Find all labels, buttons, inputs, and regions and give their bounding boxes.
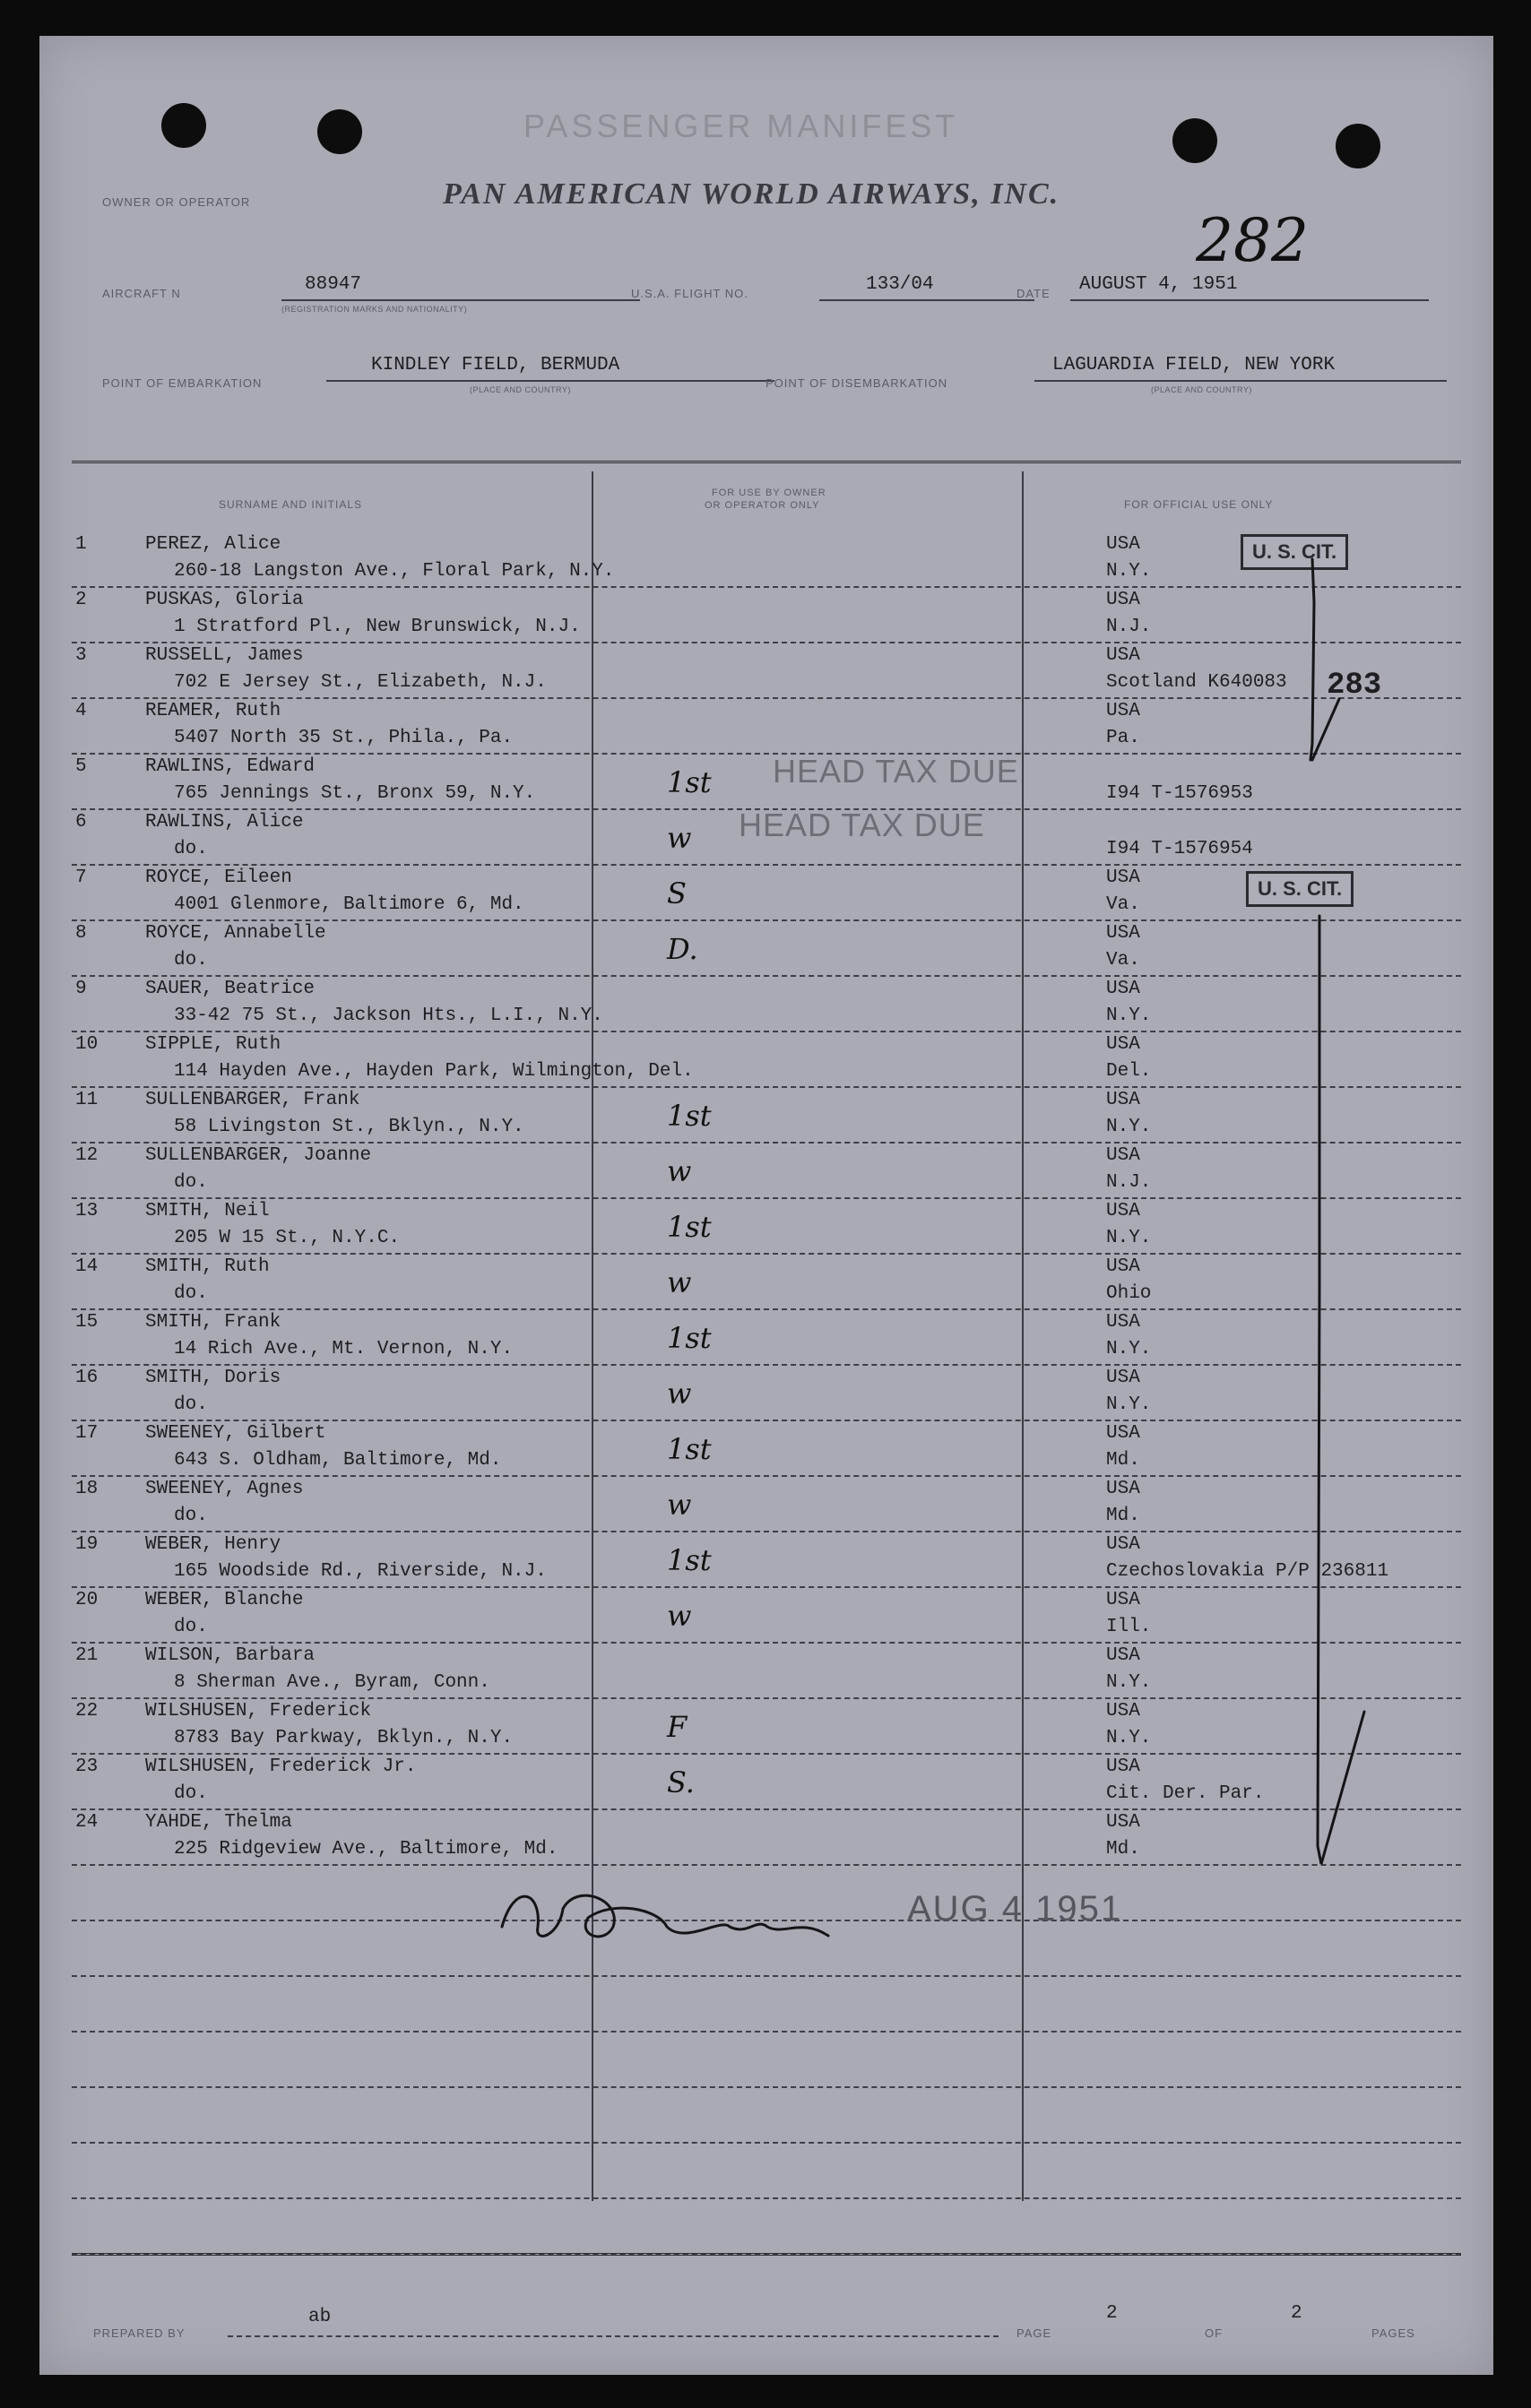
passenger-name: ROYCE, Annabelle	[145, 923, 326, 944]
official-residence: N.Y.	[1106, 1005, 1152, 1026]
us-citizen-stamp: U. S. CIT.	[1246, 871, 1354, 907]
scotland-overwrite: 283	[1327, 669, 1382, 703]
official-residence: N.Y.	[1106, 1672, 1152, 1693]
official-residence: Md.	[1106, 1506, 1140, 1526]
page-label: PAGE	[1016, 2326, 1052, 2340]
passenger-address: 8783 Bay Parkway, Bklyn., N.Y.	[174, 1728, 514, 1748]
signature-icon	[502, 1895, 828, 1937]
owner-class-mark: D.	[667, 932, 698, 966]
manifest-page	[39, 36, 1493, 2375]
passenger-address: do.	[174, 1394, 208, 1415]
passenger-address: 33-42 75 St., Jackson Hts., L.I., N.Y.	[174, 1005, 603, 1026]
check-line-icon	[1310, 559, 1314, 760]
passenger-name: SWEENEY, Gilbert	[145, 1423, 326, 1444]
owner-class-mark: 1st	[667, 1099, 712, 1133]
official-residence: Czechoslovakia P/P 236811	[1106, 1561, 1389, 1582]
official-citizenship: USA	[1106, 1145, 1140, 1166]
page-value: 2	[1106, 2303, 1118, 2324]
row-number: 20	[75, 1590, 99, 1610]
sheet-mark: 282	[1196, 206, 1309, 275]
official-residence: N.Y.	[1106, 1728, 1152, 1748]
disembark-sublabel: (PLACE AND COUNTRY)	[1151, 385, 1252, 394]
passenger-name: SIPPLE, Ruth	[145, 1034, 281, 1055]
row-number: 5	[75, 756, 87, 777]
passenger-address: 165 Woodside Rd., Riverside, N.J.	[174, 1561, 547, 1582]
column-header-owner-2: OR OPERATOR ONLY	[705, 500, 820, 511]
passenger-address: 765 Jennings St., Bronx 59, N.Y.	[174, 783, 536, 804]
owner-class-mark: 1st	[667, 1543, 712, 1577]
disembark-value: LAGUARDIA FIELD, NEW YORK	[1052, 355, 1336, 375]
passenger-address: 58 Livingston St., Bklyn., N.Y.	[174, 1117, 524, 1137]
date-value: AUGUST 4, 1951	[1079, 274, 1238, 295]
official-residence: Cit. Der. Par.	[1106, 1783, 1265, 1804]
official-residence: N.Y.	[1106, 1394, 1152, 1415]
us-citizen-stamp: U. S. CIT.	[1241, 534, 1348, 570]
official-citizenship: USA	[1106, 534, 1140, 555]
row-number: 19	[75, 1534, 99, 1555]
prepared-label: PREPARED BY	[93, 2326, 186, 2340]
passenger-address: do.	[174, 1506, 208, 1526]
check-line-icon	[1318, 916, 1364, 1864]
passenger-name: WILSHUSEN, Frederick Jr.	[145, 1756, 417, 1777]
official-citizenship: USA	[1106, 923, 1140, 944]
passenger-name: SMITH, Doris	[145, 1368, 281, 1388]
pages-label: PAGES	[1371, 2326, 1415, 2340]
row-number: 7	[75, 867, 87, 888]
passenger-address: 5407 North 35 St., Phila., Pa.	[174, 728, 514, 748]
passenger-address: 8 Sherman Ave., Byram, Conn.	[174, 1672, 490, 1693]
official-residence: Md.	[1106, 1839, 1140, 1860]
owner-class-mark: 1st	[667, 765, 712, 799]
row-number: 11	[75, 1090, 99, 1110]
received-date-stamp: AUG 4 1951	[907, 1889, 1123, 1929]
aircraft-value: 88947	[305, 274, 362, 295]
flight-value: 133/04	[866, 274, 934, 295]
owner-class-mark: 1st	[667, 1432, 712, 1466]
passenger-address: do.	[174, 1283, 208, 1304]
row-number: 1	[75, 534, 87, 555]
row-number: 22	[75, 1701, 99, 1722]
date-label: DATE	[1016, 287, 1051, 300]
passenger-name: SAUER, Beatrice	[145, 979, 316, 999]
row-number: 9	[75, 979, 87, 999]
of-label: OF	[1205, 2326, 1224, 2340]
passenger-address: do.	[174, 839, 208, 859]
official-residence: Md.	[1106, 1450, 1140, 1471]
official-residence: Pa.	[1106, 728, 1140, 748]
passenger-name: SMITH, Neil	[145, 1201, 270, 1221]
row-number: 4	[75, 701, 87, 721]
passenger-name: YAHDE, Thelma	[145, 1812, 292, 1833]
official-citizenship: USA	[1106, 701, 1140, 721]
passenger-address: 643 S. Oldham, Baltimore, Md.	[174, 1450, 502, 1471]
official-citizenship: USA	[1106, 1701, 1140, 1722]
passenger-name: SULLENBARGER, Frank	[145, 1090, 360, 1110]
official-citizenship: USA	[1106, 1201, 1140, 1221]
passenger-address: 14 Rich Ave., Mt. Vernon, N.Y.	[174, 1339, 514, 1359]
owner-class-mark: S.	[667, 1765, 695, 1800]
passenger-address: 260-18 Langston Ave., Floral Park, N.Y.	[174, 561, 615, 582]
official-citizenship: USA	[1106, 1756, 1140, 1777]
owner-label: OWNER OR OPERATOR	[102, 195, 251, 209]
row-number: 10	[75, 1034, 99, 1055]
handwriting-layer	[39, 36, 1493, 2375]
official-residence: Va.	[1106, 894, 1140, 915]
row-number: 17	[75, 1423, 99, 1444]
row-number: 21	[75, 1645, 99, 1666]
official-citizenship: USA	[1106, 1312, 1140, 1333]
of-value: 2	[1291, 2303, 1302, 2324]
embark-label: POINT OF EMBARKATION	[102, 376, 263, 390]
owner-class-mark: w	[667, 1488, 692, 1522]
owner-class-mark: 1st	[667, 1210, 712, 1244]
owner-class-mark: w	[667, 821, 692, 855]
embark-value: KINDLEY FIELD, BERMUDA	[371, 355, 620, 375]
row-number: 18	[75, 1479, 99, 1499]
passenger-name: RAWLINS, Alice	[145, 812, 304, 833]
official-residence: Scotland K640083	[1106, 672, 1287, 693]
official-citizenship: USA	[1106, 1534, 1140, 1555]
passenger-name: WEBER, Blanche	[145, 1590, 304, 1610]
passenger-address: do.	[174, 1783, 208, 1804]
row-number: 12	[75, 1145, 99, 1166]
official-citizenship: USA	[1106, 979, 1140, 999]
official-citizenship: USA	[1106, 1368, 1140, 1388]
column-header-owner-1: FOR USE BY OWNER	[712, 488, 826, 498]
passenger-name: WEBER, Henry	[145, 1534, 281, 1555]
official-residence: N.Y.	[1106, 1117, 1152, 1137]
column-header-surname: SURNAME AND INITIALS	[219, 498, 363, 511]
passenger-address: 225 Ridgeview Ave., Baltimore, Md.	[174, 1839, 558, 1860]
row-number: 6	[75, 812, 87, 833]
official-citizenship: USA	[1106, 1645, 1140, 1666]
owner-class-mark: F	[667, 1710, 688, 1744]
passenger-name: REAMER, Ruth	[145, 701, 281, 721]
passenger-name: SWEENEY, Agnes	[145, 1479, 304, 1499]
official-citizenship: USA	[1106, 1256, 1140, 1277]
owner-class-mark: w	[667, 1265, 692, 1299]
disembark-label: POINT OF DISEMBARKATION	[766, 376, 948, 390]
owner-class-mark: w	[667, 1377, 692, 1411]
passenger-name: ROYCE, Eileen	[145, 867, 292, 888]
official-residence: Ill.	[1106, 1617, 1152, 1637]
row-number: 14	[75, 1256, 99, 1277]
official-citizenship: USA	[1106, 1812, 1140, 1833]
passenger-name: SMITH, Ruth	[145, 1256, 270, 1277]
official-citizenship: USA	[1106, 1423, 1140, 1444]
official-residence: N.J.	[1106, 1172, 1152, 1193]
passenger-address: 114 Hayden Ave., Hayden Park, Wilmington, Del.	[174, 1061, 694, 1082]
official-residence: I94 T-1576954	[1106, 839, 1253, 859]
row-number: 23	[75, 1756, 99, 1777]
passenger-address: 1 Stratford Pl., New Brunswick, N.J.	[174, 617, 581, 637]
owner-class-mark: S	[667, 876, 687, 911]
row-number: 16	[75, 1368, 99, 1388]
official-residence: N.Y.	[1106, 1228, 1152, 1248]
official-residence: N.Y.	[1106, 1339, 1152, 1359]
passenger-name: PEREZ, Alice	[145, 534, 281, 555]
row-number: 8	[75, 923, 87, 944]
column-header-official: FOR OFFICIAL USE ONLY	[1124, 498, 1274, 511]
aircraft-label: AIRCRAFT N	[102, 287, 181, 300]
row-number: 15	[75, 1312, 99, 1333]
passenger-address: do.	[174, 950, 208, 971]
head-tax-stamp: HEAD TAX DUE	[739, 807, 985, 843]
flight-label: U.S.A. FLIGHT NO.	[631, 287, 748, 300]
passenger-name: SMITH, Frank	[145, 1312, 281, 1333]
embark-sublabel: (PLACE AND COUNTRY)	[470, 385, 571, 394]
row-number: 2	[75, 590, 87, 610]
passenger-name: SULLENBARGER, Joanne	[145, 1145, 372, 1166]
official-residence: Del.	[1106, 1061, 1152, 1082]
official-residence: Ohio	[1106, 1283, 1152, 1304]
official-citizenship: USA	[1106, 1590, 1140, 1610]
official-residence: N.Y.	[1106, 561, 1152, 582]
official-citizenship: USA	[1106, 1090, 1140, 1110]
passenger-name: WILSON, Barbara	[145, 1645, 316, 1666]
official-residence: I94 T-1576953	[1106, 783, 1253, 804]
row-number: 24	[75, 1812, 99, 1833]
passenger-address: do.	[174, 1617, 208, 1637]
official-citizenship: USA	[1106, 1034, 1140, 1055]
row-number: 13	[75, 1201, 99, 1221]
passenger-address: 4001 Glenmore, Baltimore 6, Md.	[174, 894, 524, 915]
aircraft-sublabel: (REGISTRATION MARKS AND NATIONALITY)	[281, 305, 468, 314]
official-residence: Va.	[1106, 950, 1140, 971]
passenger-address: 702 E Jersey St., Elizabeth, N.J.	[174, 672, 547, 693]
head-tax-stamp: HEAD TAX DUE	[773, 753, 1019, 790]
airline-name: PAN AMERICAN WORLD AIRWAYS, INC.	[443, 177, 1060, 211]
official-citizenship: USA	[1106, 1479, 1140, 1499]
official-citizenship: USA	[1106, 645, 1140, 666]
row-number: 3	[75, 645, 87, 666]
passenger-address: 205 W 15 St., N.Y.C.	[174, 1228, 401, 1248]
official-citizenship: USA	[1106, 590, 1140, 610]
owner-class-mark: 1st	[667, 1321, 712, 1355]
official-residence: N.J.	[1106, 617, 1152, 637]
passenger-name: RAWLINS, Edward	[145, 756, 316, 777]
owner-class-mark: w	[667, 1154, 692, 1188]
passenger-name: RUSSELL, James	[145, 645, 304, 666]
passenger-name: PUSKAS, Gloria	[145, 590, 304, 610]
official-citizenship: USA	[1106, 867, 1140, 888]
prepared-value: ab	[308, 2307, 332, 2327]
owner-class-mark: w	[667, 1599, 692, 1633]
passenger-address: do.	[174, 1172, 208, 1193]
form-title: PASSENGER MANIFEST	[523, 108, 959, 144]
passenger-name: WILSHUSEN, Frederick	[145, 1701, 372, 1722]
